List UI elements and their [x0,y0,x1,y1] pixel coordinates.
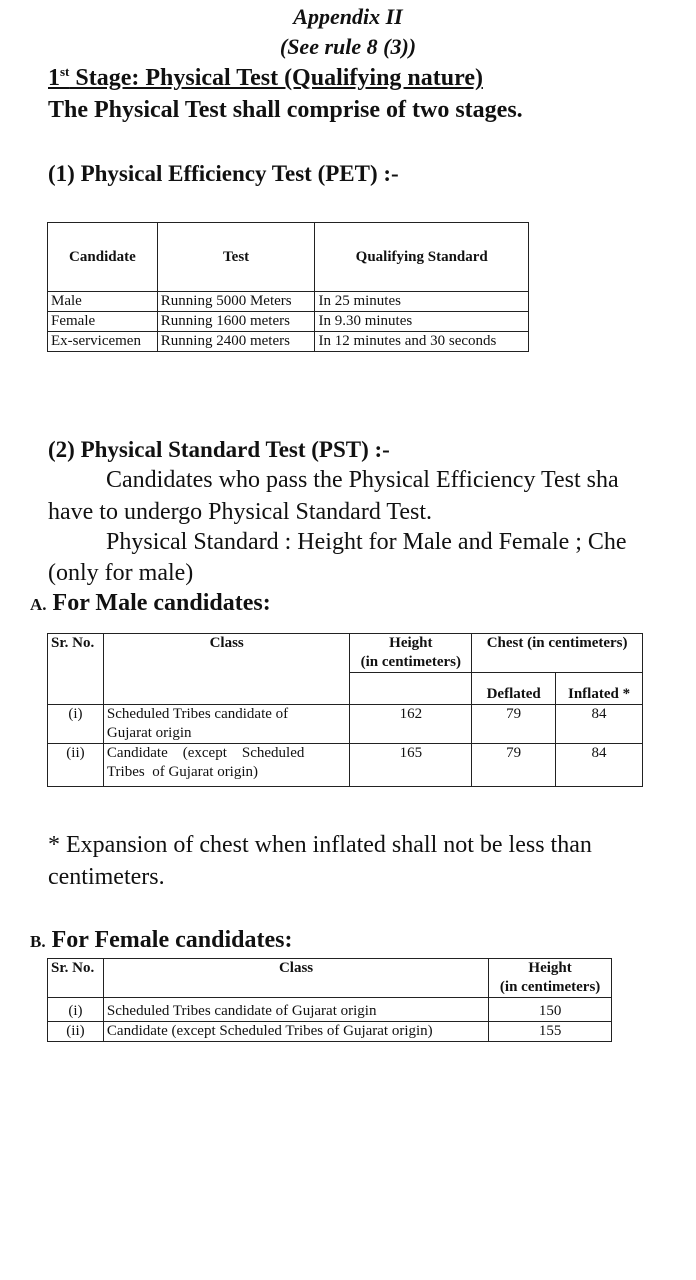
pet-candidate-cell: Male [48,292,158,312]
table-row [48,312,529,332]
pst-paragraph-2: Physical Standard : Height for Male and Female ; Che [106,529,627,555]
male-class-line1: Candidate (except Scheduled [106,745,305,761]
pst-paragraph-1: Candidates who pass the Physical Efficiency Test sha [106,467,619,493]
female-col-class: Class [103,959,488,998]
female-height-cell: 155 [489,1022,612,1042]
male-col-height-unit: (in centimeters) [360,654,462,670]
male-col-deflated: Deflated [472,673,556,705]
chest-expansion-note-cont: centimeters. [48,864,165,890]
pst-paragraph-1-cont: have to undergo Physical Standard Test. [48,499,433,525]
female-col-sr: Sr. No. [48,959,104,998]
male-col-height-label: Height [389,635,433,651]
pet-candidate-cell: Ex-servicemen [48,332,158,352]
male-sub-height [350,673,472,705]
appendix-title: Appendix II [293,4,403,29]
stage-number: 1 [48,65,60,91]
pet-standard-cell: In 12 minutes and 30 seconds [315,332,529,352]
male-class-line1: Scheduled Tribes candidate of [106,706,289,722]
female-heading [30,927,292,954]
table-row [48,1022,612,1042]
male-class-line2: Tribes of Gujarat origin) [106,764,259,780]
male-height-cell: 165 [350,744,472,787]
pet-col-test: Test [157,223,315,292]
male-heading [30,590,271,617]
pst-heading: (2) Physical Standard Test (PST) :- [48,437,390,462]
pet-col-candidate: Candidate [48,223,158,292]
male-inflated-cell: 84 [556,744,643,787]
male-col-sr: Sr. No. [48,634,104,673]
pet-test-cell: Running 5000 Meters [157,292,315,312]
male-col-class: Class [103,634,350,673]
male-deflated-cell: 79 [472,744,556,787]
table-row [48,332,529,352]
female-col-height-unit: (in centimeters) [499,979,601,995]
stage-superscript: st [60,64,70,79]
pet-standard-cell: In 9.30 minutes [315,312,529,332]
table-row [48,998,612,1022]
male-class-cell [103,744,350,787]
pet-standard-cell: In 25 minutes [315,292,529,312]
female-letter: B. [30,932,46,951]
female-header-row [48,959,612,998]
stage-title [48,64,483,92]
pet-col-standard: Qualifying Standard [315,223,529,292]
male-sub-sr [48,673,104,705]
male-col-inflated: Inflated * [556,673,643,705]
female-col-height-label: Height [528,960,572,976]
male-col-chest: Chest (in centimeters) [472,634,643,673]
male-col-height [350,634,472,673]
male-sr-cell: (i) [48,705,104,744]
male-header-row [48,634,643,673]
male-table [47,633,643,787]
male-height-cell: 162 [350,705,472,744]
pet-heading: (1) Physical Efficiency Test (PET) :- [48,161,399,186]
female-table [47,958,612,1042]
male-subheader-row [48,673,643,705]
pet-test-cell: Running 1600 meters [157,312,315,332]
male-class-line2: Gujarat origin [106,725,192,741]
pst-paragraph-2-cont: (only for male) [48,560,194,586]
table-row [48,705,643,744]
pet-test-cell: Running 2400 meters [157,332,315,352]
male-deflated-cell: 79 [472,705,556,744]
rule-reference: (See rule 8 (3)) [279,34,417,59]
female-class-cell: Candidate (except Scheduled Tribes of Gujarat origin) [103,1022,488,1042]
male-heading-text: For Male candidates: [52,590,271,616]
male-inflated-cell: 84 [556,705,643,744]
intro-text: The Physical Test shall comprise of two stages. [48,97,523,123]
female-sr-cell: (i) [48,998,104,1022]
table-row [48,744,643,787]
female-class-cell: Scheduled Tribes candidate of Gujarat origin [103,998,488,1022]
pet-header-row [48,223,529,292]
pet-candidate-cell: Female [48,312,158,332]
male-class-cell [103,705,350,744]
chest-expansion-note: * Expansion of chest when inflated shall not be less than [48,832,592,858]
female-height-cell: 150 [489,998,612,1022]
male-sr-cell: (ii) [48,744,104,787]
pet-table [47,222,529,352]
table-row [48,292,529,312]
female-sr-cell: (ii) [48,1022,104,1042]
male-sub-class [103,673,350,705]
male-letter: A. [30,595,47,614]
stage-title-text: Stage: Physical Test (Qualifying nature) [69,65,483,91]
female-heading-text: For Female candidates: [51,927,293,953]
female-col-height [489,959,612,998]
